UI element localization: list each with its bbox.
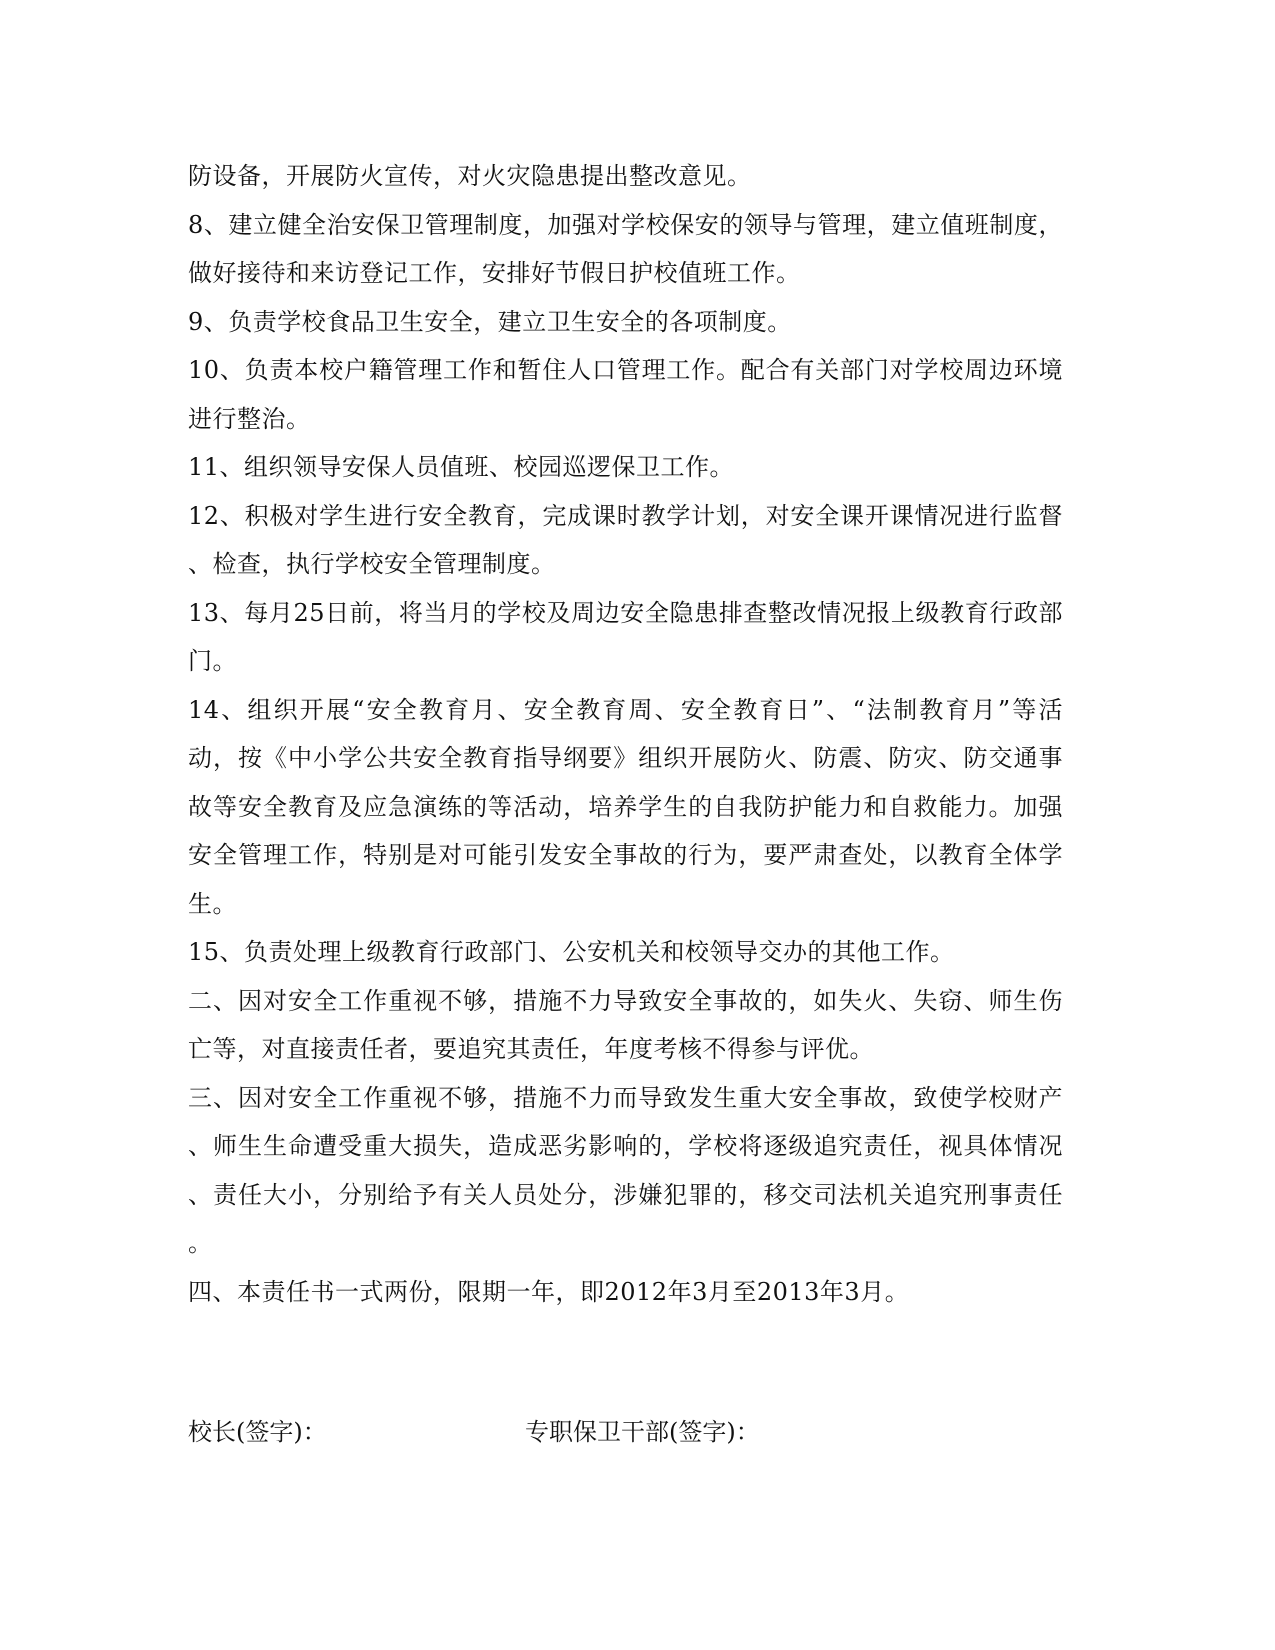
text-line: 15、负责处理上级教育行政部门、公安机关和校领导交办的其他工作。 [188, 938, 955, 966]
principal-signature-label: 校长(签字)： [188, 1418, 327, 1446]
text-line: 、师生生命遭受重大损失，造成恶劣影响的，学校将逐级追究责任，视具体情况 [188, 1132, 1063, 1160]
text-line: 安全管理工作，特别是对可能引发安全事故的行为，要严肃查处，以教育全体学 [188, 841, 1063, 869]
text-line: 做好接待和来访登记工作，安排好节假日护校值班工作。 [188, 259, 801, 287]
text-line: 门。 [188, 647, 237, 675]
text-line: 、检查，执行学校安全管理制度。 [188, 550, 556, 578]
text-line: 四、本责任书一式两份，限期一年，即2012年3月至2013年3月。 [188, 1277, 910, 1306]
text-line: 故等安全教育及应急演练的等活动，培养学生的自我防护能力和自救能力。加强 [188, 792, 1063, 821]
text-line: 动，按《中小学公共安全教育指导纲要》组织开展防火、防震、防灾、防交通事 [188, 744, 1063, 772]
text-line: 13、每月25日前，将当月的学校及周边安全隐患排查整改情况报上级教育行政部 [188, 598, 1063, 627]
security-officer-signature-label: 专职保卫干部(签字)： [525, 1418, 760, 1446]
signature-section [0, 1407, 1275, 1457]
text-line: 亡等，对直接责任者，要追究其责任，年度考核不得参与评优。 [188, 1035, 874, 1063]
text-line: 12、积极对学生进行安全教育，完成课时教学计划，对安全课开课情况进行监督 [188, 501, 1063, 530]
text-line: 14、组织开展“安全教育月、安全教育周、安全教育日”、“法制教育月”等活 [188, 695, 1063, 724]
text-line: 进行整治。 [188, 404, 311, 433]
text-line: 10、负责本校户籍管理工作和暂住人口管理工作。配合有关部门对学校周边环境 [188, 356, 1063, 384]
document-body [188, 152, 1063, 1316]
text-line: 11、组织领导安保人员值班、校园巡逻保卫工作。 [188, 453, 735, 481]
text-line: 生。 [188, 889, 237, 918]
text-line: 。 [188, 1229, 213, 1257]
text-line: 、责任大小，分别给予有关人员处分，涉嫌犯罪的，移交司法机关追究刑事责任 [188, 1180, 1063, 1209]
text-line: 三、因对安全工作重视不够，措施不力而导致发生重大安全事故，致使学校财产 [188, 1083, 1063, 1112]
text-line: 二、因对安全工作重视不够，措施不力导致安全事故的，如失火、失窃、师生伤 [188, 986, 1063, 1015]
text-line: 8、建立健全治安保卫管理制度，加强对学校保安的领导与管理，建立值班制度， [188, 210, 1063, 239]
text-line: 9、负责学校食品卫生安全，建立卫生安全的各项制度。 [188, 307, 792, 336]
text-line: 防设备，开展防火宣传，对火灾隐患提出整改意见。 [188, 162, 752, 190]
